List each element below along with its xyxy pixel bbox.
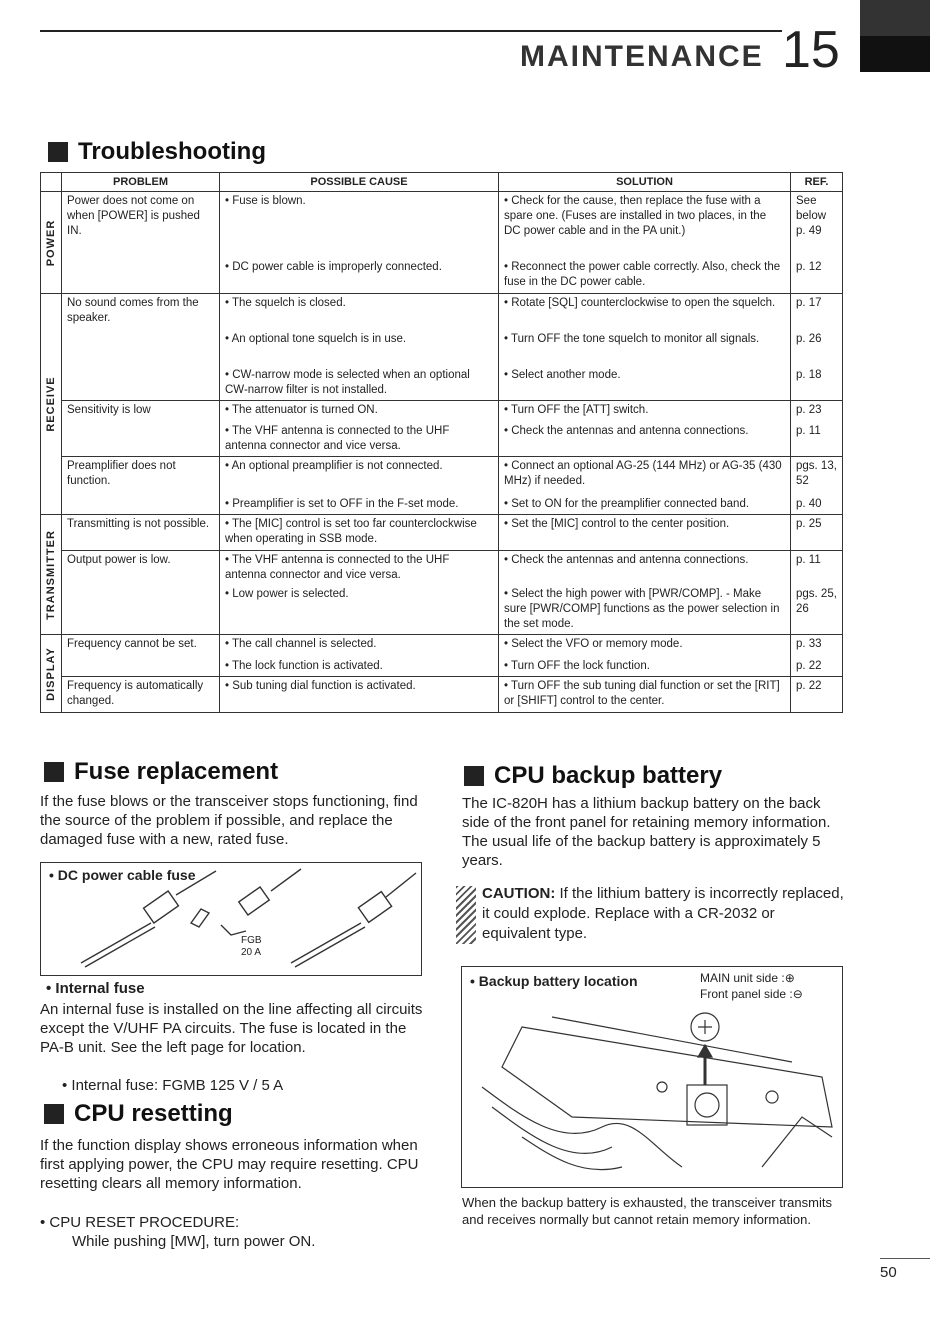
cause-cell: • Preamplifier is set to OFF in the F-set mode.	[220, 495, 499, 515]
ref-cell: p. 17	[791, 294, 843, 330]
ref-cell: p. 26	[791, 330, 843, 366]
problem-cell: Frequency cannot be set.	[62, 635, 220, 677]
battery-box-label: • Backup battery location	[470, 973, 638, 989]
table-row	[41, 258, 843, 294]
table-row	[41, 330, 843, 366]
cause-cell: • DC power cable is improperly connected.	[220, 258, 499, 294]
battery-diagram-box	[461, 966, 843, 1188]
ref-cell: p. 11	[791, 422, 843, 456]
cause-cell: • Fuse is blown.	[220, 192, 499, 258]
category-power: POWER	[41, 192, 62, 294]
chapter-tab-shade	[860, 0, 930, 36]
table-row	[41, 677, 843, 713]
problem-cell	[62, 585, 220, 635]
cause-cell: • Sub tuning dial function is activated.	[220, 677, 499, 713]
solution-cell: • Check for the cause, then replace the fuse with a spare one. (Fuses are installed in two places, in the DC power cable and in the PA unit.)	[499, 192, 791, 258]
ref-cell: p. 40	[791, 495, 843, 515]
solution-cell: • Select the high power with [PWR/COMP]. - Make sure [PWR/COMP] functions as the power selection in the set mode.	[499, 585, 791, 635]
table-header-row	[41, 173, 843, 192]
heading-square-icon	[44, 1104, 64, 1124]
table-row	[41, 635, 843, 657]
table-row	[41, 585, 843, 635]
ref-cell: pgs. 13, 52	[791, 457, 843, 495]
problem-cell: Output power is low.	[62, 551, 220, 585]
table-row	[41, 192, 843, 258]
problem-cell: Preamplifier does not function.	[62, 457, 220, 495]
table-row	[41, 495, 843, 515]
problem-cell	[62, 258, 220, 294]
solution-cell: • Connect an optional AG-25 (144 MHz) or AG-35 (430 MHz) if needed.	[499, 457, 791, 495]
ref-cell: p. 33	[791, 635, 843, 657]
problem-cell	[62, 422, 220, 456]
cpu-reset-body: If the function display shows erroneous information when first applying power, the CPU may require resetting. CPU resetting clears all memory information.	[40, 1137, 419, 1192]
solution-cell: • Select the VFO or memory mode.	[499, 635, 791, 657]
col-header-solution: SOLUTION	[499, 173, 791, 192]
table-row	[41, 422, 843, 456]
col-header-category	[41, 173, 62, 192]
solution-cell: • Check the antennas and antenna connections.	[499, 551, 791, 585]
problem-cell	[62, 330, 220, 366]
col-header-problem: PROBLEM	[62, 173, 220, 192]
cause-cell: • The VHF antenna is connected to the UHF antenna connector and vice versa.	[220, 551, 499, 585]
internal-fuse-title: • Internal fuse	[46, 980, 145, 997]
cause-cell: • The call channel is selected.	[220, 635, 499, 657]
solution-cell: • Rotate [SQL] counterclockwise to open the squelch.	[499, 294, 791, 330]
ref-cell: p. 25	[791, 515, 843, 551]
solution-cell: • Reconnect the power cable correctly. Also, check the fuse in the DC power cable.	[499, 258, 791, 294]
table-row	[41, 294, 843, 330]
category-transmitter: TRANSMITTER	[41, 515, 62, 635]
ref-cell: p. 22	[791, 657, 843, 677]
solution-cell: • Turn OFF the lock function.	[499, 657, 791, 677]
ref-cell: p. 18	[791, 366, 843, 400]
ref-cell: p. 23	[791, 400, 843, 422]
solution-cell: • Check the antennas and antenna connections.	[499, 422, 791, 456]
battery-caution	[460, 884, 845, 944]
internal-fuse-body: An internal fuse is installed on the line affecting all circuits except the V/UHF PA circuits. The fuse is located in the PA-B unit. See the left page for location.	[40, 1001, 423, 1056]
solution-cell: • Set the [MIC] control to the center position.	[499, 515, 791, 551]
ref-cell: See below p. 49	[791, 192, 843, 258]
cause-cell: • An optional preamplifier is not connected.	[220, 457, 499, 495]
header-rule	[40, 30, 782, 32]
troubleshooting-heading: Troubleshooting	[48, 138, 266, 166]
solution-cell: • Turn OFF the tone squelch to monitor all signals.	[499, 330, 791, 366]
problem-cell: No sound comes from the speaker.	[62, 294, 220, 330]
category-display: DISPLAY	[41, 635, 62, 713]
svg-text:FGB: FGB	[241, 935, 262, 946]
solution-cell: • Set to ON for the preamplifier connected band.	[499, 495, 791, 515]
cpu-reset-heading: CPU resetting	[44, 1100, 233, 1128]
ref-cell: pgs. 25, 26	[791, 585, 843, 635]
cpu-reset-procedure: While pushing [MW], turn power ON.	[72, 1233, 316, 1250]
caution-label: CAUTION:	[482, 885, 556, 902]
table-row	[41, 366, 843, 400]
internal-fuse-spec: • Internal fuse: FGMB 125 V / 5 A	[62, 1077, 284, 1094]
cause-cell: • An optional tone squelch is in use.	[220, 330, 499, 366]
heading-square-icon	[48, 142, 68, 162]
chapter-number: 15	[782, 21, 840, 79]
cause-cell: • The squelch is closed.	[220, 294, 499, 330]
ref-cell: p. 11	[791, 551, 843, 585]
battery-heading: CPU backup battery	[464, 762, 722, 790]
col-header-ref: REF.	[791, 173, 843, 192]
main-side-label: MAIN unit side :⊕	[700, 971, 795, 985]
heading-square-icon	[44, 762, 64, 782]
troubleshooting-table	[40, 172, 843, 713]
ref-cell: p. 12	[791, 258, 843, 294]
ref-cell: p. 22	[791, 677, 843, 713]
category-receive: RECEIVE	[41, 294, 62, 515]
table-row	[41, 400, 843, 422]
col-header-cause: POSSIBLE CAUSE	[220, 173, 499, 192]
problem-cell: Frequency is automatically changed.	[62, 677, 220, 713]
fuse-diagram-box	[40, 862, 422, 976]
page-number-rule	[880, 1258, 930, 1259]
battery-body: The IC-820H has a lithium backup battery on the back side of the front panel for retaining memory information. The usual life of the backup battery is approximately 5 years.	[462, 795, 831, 869]
page-number: 50	[880, 1264, 897, 1281]
fuse-body: If the fuse blows or the transceiver stops functioning, find the source of the problem if possible, and replace the damaged fuse with a new, rated fuse.	[40, 793, 418, 848]
cause-cell: • The [MIC] control is set too far counterclockwise when operating in SSB mode.	[220, 515, 499, 551]
problem-cell: Power does not come on when [POWER] is pushed IN.	[62, 192, 220, 258]
svg-text:20 A: 20 A	[241, 947, 262, 958]
fuse-heading: Fuse replacement	[44, 758, 278, 786]
cause-cell: • The lock function is activated.	[220, 657, 499, 677]
table-row	[41, 457, 843, 495]
problem-cell: Sensitivity is low	[62, 400, 220, 422]
fuse-illustration	[41, 863, 421, 975]
problem-cell	[62, 366, 220, 400]
heading-square-icon	[464, 766, 484, 786]
cause-cell: • The attenuator is turned ON.	[220, 400, 499, 422]
problem-cell: Transmitting is not possible.	[62, 515, 220, 551]
battery-illustration	[462, 967, 842, 1187]
front-side-label: Front panel side :⊖	[700, 987, 803, 1001]
cause-cell: • CW-narrow mode is selected when an optional CW-narrow filter is not installed.	[220, 366, 499, 400]
caution-text: If the lithium battery is incorrectly replaced, it could explode. Replace with a CR-2032 or equivalent type.	[482, 885, 844, 942]
chapter-title: MAINTENANCE	[520, 40, 764, 73]
cause-cell: • Low power is selected.	[220, 585, 499, 635]
fuse-box-label: • DC power cable fuse	[49, 867, 196, 883]
cause-cell: • The VHF antenna is connected to the UHF antenna connector and vice versa.	[220, 422, 499, 456]
cpu-reset-procedure-title: • CPU RESET PROCEDURE:	[40, 1214, 240, 1231]
solution-cell: • Select another mode.	[499, 366, 791, 400]
battery-note: When the backup battery is exhausted, the transceiver transmits and receives normally but cannot retain memory information.	[462, 1195, 832, 1227]
table-row	[41, 551, 843, 585]
solution-cell: • Turn OFF the sub tuning dial function or set the [RIT] or [SHIFT] control to the center.	[499, 677, 791, 713]
solution-cell: • Turn OFF the [ATT] switch.	[499, 400, 791, 422]
table-row	[41, 515, 843, 551]
problem-cell	[62, 495, 220, 515]
